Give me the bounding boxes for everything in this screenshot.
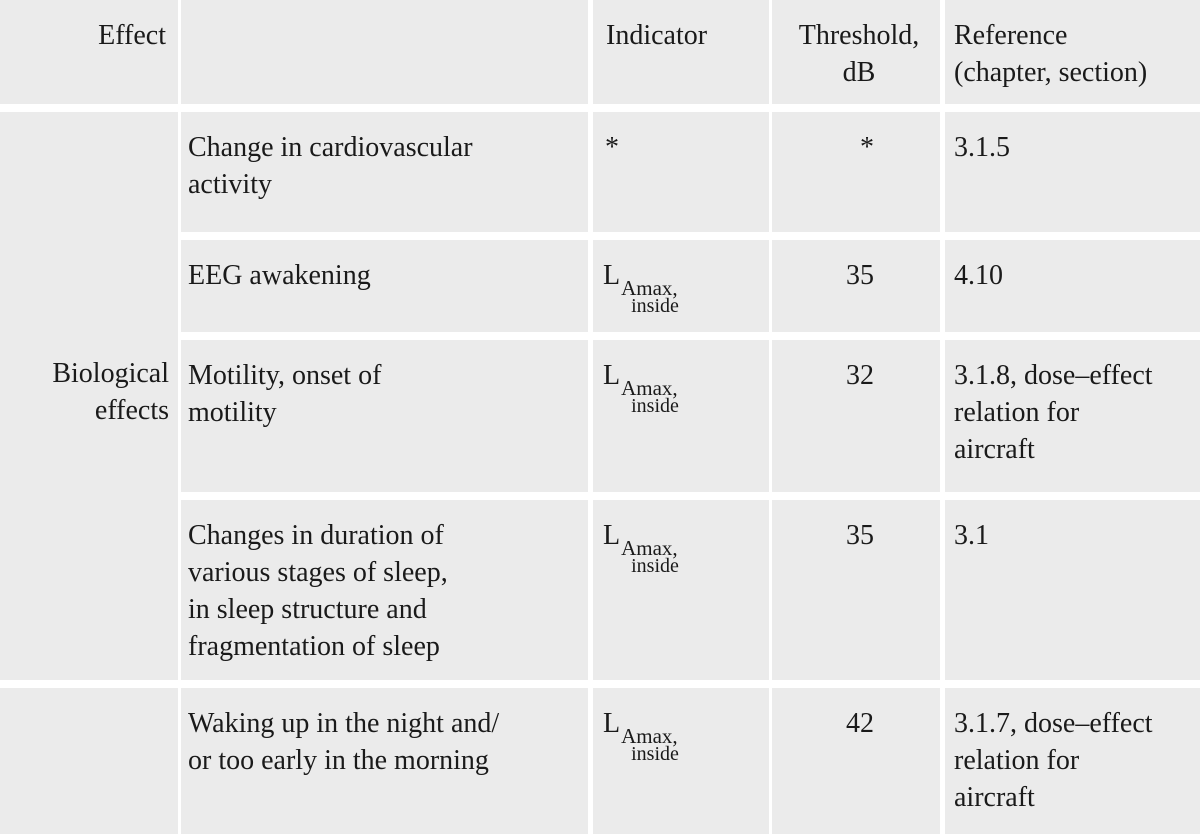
row-1-effect-line: activity [188, 169, 272, 200]
row-2-threshold-value: 35 [846, 260, 874, 291]
row-1-effect-line: Change in cardiovascular [188, 132, 473, 163]
table-row-3-indicator [593, 340, 769, 492]
header-description [181, 0, 588, 104]
row-2-reference-line: 4.10 [954, 260, 1003, 291]
row-5-threshold-value: 42 [846, 708, 874, 739]
header-effect [0, 0, 178, 104]
row-2-indicator-sub2: inside [631, 295, 679, 317]
header-threshold [772, 0, 940, 104]
table-row-4-indicator [593, 500, 769, 680]
table-row-5-effect [181, 688, 588, 834]
row-3-indicator-sub2: inside [631, 395, 679, 417]
table-row-4-threshold [772, 500, 940, 680]
row-5-effect-line: Waking up in the night and/ [188, 708, 500, 739]
header-indicator [593, 0, 769, 104]
row-2-indicator-base: L [603, 260, 621, 291]
group-biological-line1: Biological [52, 358, 169, 389]
header-reference-line2: (chapter, section) [954, 57, 1148, 88]
table-row-3-reference [945, 340, 1200, 492]
row-5-effect-line: or too early in the morning [188, 745, 489, 776]
row-5-reference-line: relation for [954, 745, 1080, 776]
row-4-indicator-sub1: Amax, [621, 536, 678, 560]
row-2-indicator-sub1: Amax, [621, 276, 678, 300]
row-1-threshold-value: * [860, 132, 874, 163]
row-3-reference-line: relation for [954, 397, 1080, 428]
table-row-5-indicator [593, 688, 769, 834]
table-row-1-indicator [593, 112, 769, 232]
row-3-effect-line: Motility, onset of [188, 360, 382, 391]
row-2-effect-line: EEG awakening [188, 260, 371, 291]
row-4-effect-line: various stages of sleep, [188, 557, 448, 588]
header-reference-line1: Reference [954, 20, 1068, 51]
header-effect-label: Effect [98, 20, 166, 51]
row-4-effect-line: Changes in duration of [188, 520, 444, 551]
table-row-4-reference [945, 500, 1200, 680]
table-row-3-effect [181, 340, 588, 492]
table-row-1-effect [181, 112, 588, 232]
table-row-2-reference [945, 240, 1200, 332]
row-3-indicator-sub1: Amax, [621, 376, 678, 400]
group-empty [0, 688, 178, 834]
row-5-indicator-base: L [603, 708, 621, 739]
table-row-5-reference [945, 688, 1200, 834]
row-3-reference-line: 3.1.8, dose–effect [954, 360, 1153, 391]
header-indicator-label: Indicator [606, 20, 708, 51]
row-1-indicator-text: * [605, 132, 619, 163]
row-5-indicator-sub1: Amax, [621, 724, 678, 748]
row-3-effect-line: motility [188, 397, 277, 428]
row-5-reference-line: 3.1.7, dose–effect [954, 708, 1153, 739]
group-biological-line2: effects [94, 395, 169, 426]
table-row-3-threshold [772, 340, 940, 492]
table-row-1-reference [945, 112, 1200, 232]
group-biological-effects [0, 112, 178, 680]
row-4-effect-line: fragmentation of sleep [188, 631, 440, 662]
header-threshold-line1: Threshold, [798, 20, 920, 51]
table-row-4-effect [181, 500, 588, 680]
header-threshold-line2: dB [842, 57, 876, 88]
table-row-2-indicator [593, 240, 769, 332]
row-4-reference-line: 3.1 [954, 520, 989, 551]
row-5-indicator-sub2: inside [631, 743, 679, 765]
row-4-indicator-base: L [603, 520, 621, 551]
table-row-5-threshold [772, 688, 940, 834]
row-5-reference-line: aircraft [954, 782, 1035, 813]
row-3-indicator-base: L [603, 360, 621, 391]
row-4-threshold-value: 35 [846, 520, 874, 551]
table-row-1-threshold [772, 112, 940, 232]
row-3-reference-line: aircraft [954, 434, 1035, 465]
header-reference [945, 0, 1200, 104]
row-4-effect-line: in sleep structure and [188, 594, 427, 625]
row-4-indicator-sub2: inside [631, 555, 679, 577]
row-3-threshold-value: 32 [846, 360, 874, 391]
table-row-2-threshold [772, 240, 940, 332]
row-1-reference-line: 3.1.5 [954, 132, 1010, 163]
table-row-2-effect [181, 240, 588, 332]
